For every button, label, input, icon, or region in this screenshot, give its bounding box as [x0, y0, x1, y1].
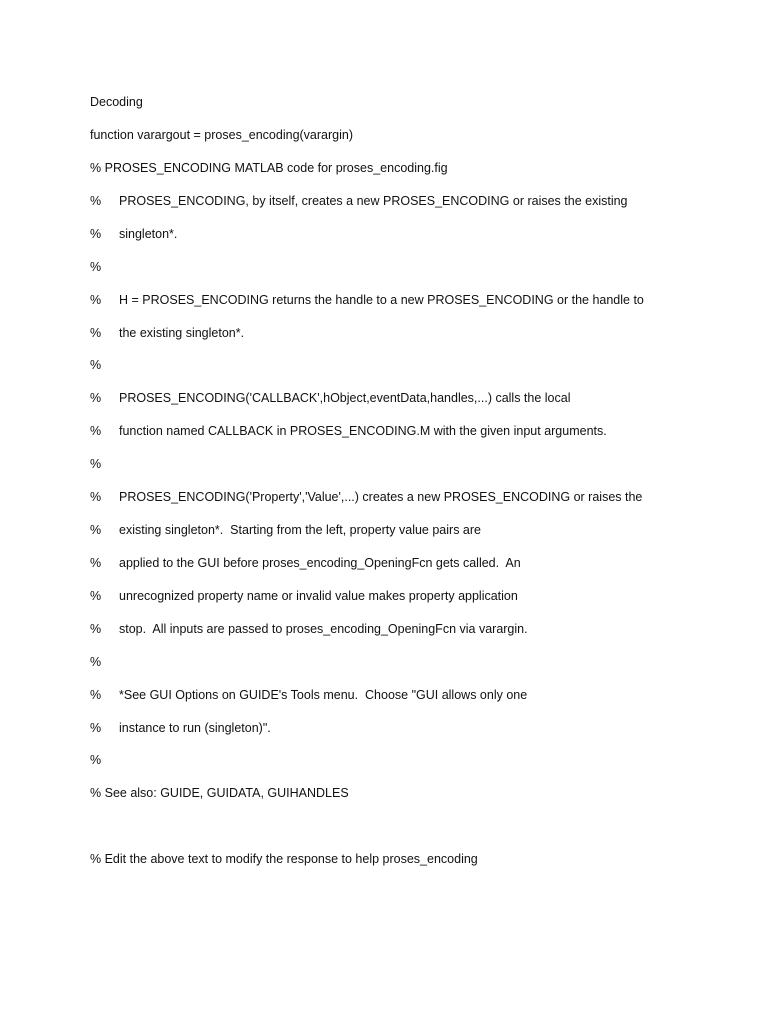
comment-text: PROSES_ENCODING, by itself, creates a new PROSES_ENCODING or raises the existing — [119, 194, 628, 208]
comment-text: stop. All inputs are passed to proses_encoding_OpeningFcn via varargin. — [119, 622, 528, 636]
comment-marker: % — [90, 589, 102, 603]
comment-marker: % — [90, 688, 102, 702]
comment-marker: % — [90, 326, 102, 340]
comment-text: PROSES_ENCODING('CALLBACK',hObject,eventData,handles,...) calls the local — [119, 391, 571, 405]
comment-marker: % — [90, 391, 102, 405]
comment-marker: % — [90, 655, 102, 669]
comment-marker: % — [90, 260, 102, 274]
comment-marker: % — [90, 194, 102, 208]
comment-text: PROSES_ENCODING('Property','Value',...) creates a new PROSES_ENCODING or raises the — [119, 490, 643, 504]
document-heading: Decoding — [90, 95, 143, 109]
comment-text: *See GUI Options on GUIDE's Tools menu. Choose "GUI allows only one — [119, 688, 528, 702]
comment-marker: % — [90, 457, 102, 471]
comment-marker: % — [90, 293, 102, 307]
footer-comment: % Edit the above text to modify the response to help proses_encoding — [90, 852, 478, 866]
comment-text: applied to the GUI before proses_encoding_OpeningFcn gets called. An — [119, 556, 521, 570]
comment-text: the existing singleton*. — [119, 326, 245, 340]
comment-text: existing singleton*. Starting from the left, property value pairs are — [119, 523, 481, 537]
comment-marker: % — [90, 523, 102, 537]
see-also-line: % See also: GUIDE, GUIDATA, GUIHANDLES — [90, 786, 349, 800]
comment-text: instance to run (singleton)". — [119, 721, 271, 735]
comment-text: H = PROSES_ENCODING returns the handle to a new PROSES_ENCODING or the handle to — [119, 293, 644, 307]
comment-text: unrecognized property name or invalid value makes property application — [119, 589, 518, 603]
comment-marker: % — [90, 358, 102, 372]
comment-marker: % — [90, 622, 102, 636]
comment-marker: % — [90, 721, 102, 735]
function-signature: function varargout = proses_encoding(varargin) — [90, 128, 354, 142]
comment-marker: % — [90, 490, 102, 504]
comment-marker: % — [90, 556, 102, 570]
comment-text: singleton*. — [119, 227, 178, 241]
comment-marker: % — [90, 753, 102, 767]
comment-text: function named CALLBACK in PROSES_ENCODING.M with the given input arguments. — [119, 424, 607, 438]
comment-marker: % — [90, 424, 102, 438]
comment-marker: % — [90, 227, 102, 241]
comment-line-inline: % PROSES_ENCODING MATLAB code for proses_encoding.fig — [90, 161, 448, 175]
